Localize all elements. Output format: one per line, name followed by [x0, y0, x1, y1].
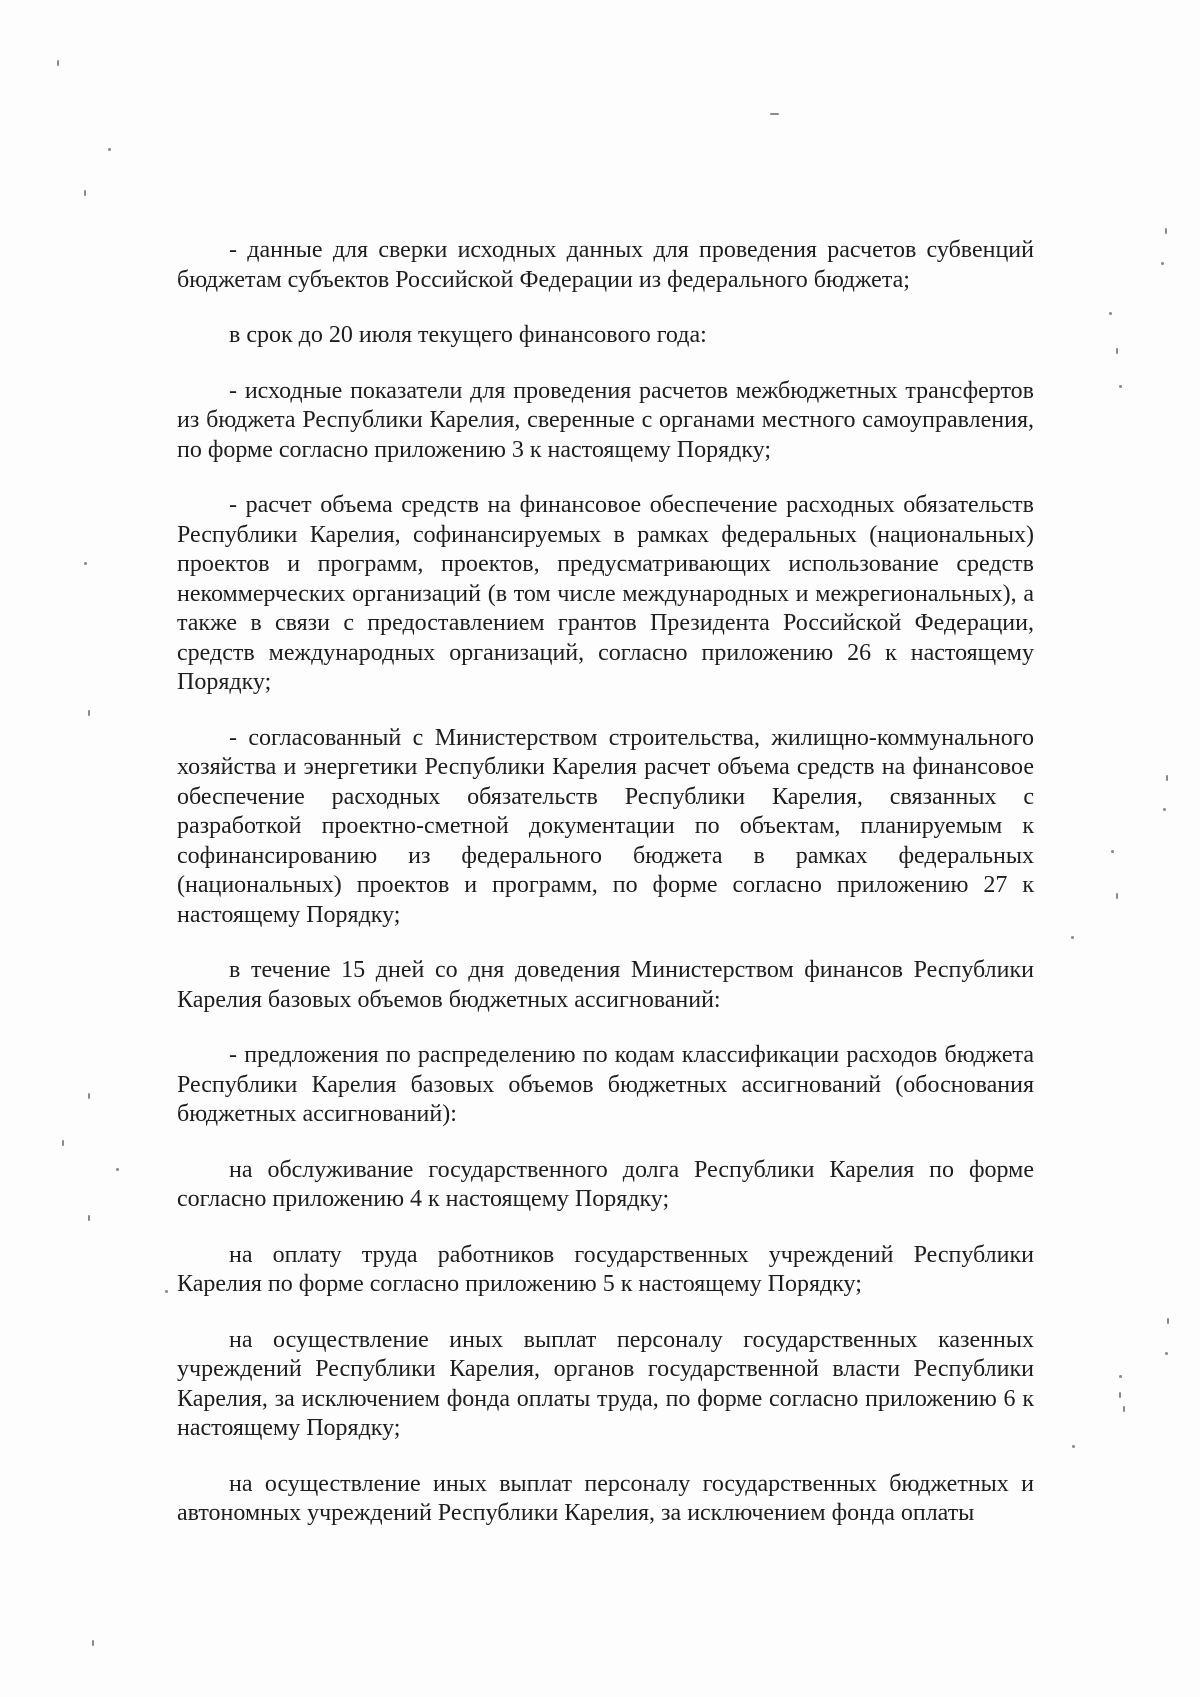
- scan-speck: [57, 60, 59, 66]
- scan-speck: [88, 1215, 90, 1221]
- paragraph-labor-payment: на оплату труда работников государственных учреждений Республики Карелия по форме согласно приложению 5 к настоящему Порядку;: [177, 1241, 1034, 1297]
- scan-speck: [1165, 1352, 1168, 1355]
- scan-speck: [62, 1140, 64, 1146]
- paragraph-initial-indicators: - исходные показатели для проведения расчетов межбюджетных трансфертов из бюджета Республики Карелия, сверенные с органами местного самоуправления, по форме согласно приложению 3 к настоящему Порядку;: [177, 377, 1034, 463]
- document-body: [177, 236, 1034, 1555]
- scan-speck: [1163, 808, 1166, 811]
- scan-speck: [1167, 1318, 1169, 1324]
- paragraph-reconciliation-data: - данные для сверки исходных данных для проведения расчетов субвенций бюджетам субъектов Российской Федерации из федерального бюджета;: [177, 237, 1034, 293]
- paragraph-design-documentation: - согласованный с Министерством строительства, жилищно-коммунального хозяйства и энергетики Республики Карелия расчет объема средств на финансовое обеспечение расходных обязательств Республики Карелия, связанных с разработкой проектно-сметной документации по объектам, планируемым к софинансированию из федерального бюджета в рамках федеральных (национальных) проектов и программ, по форме согласно приложению 27 к настоящему Порядку;: [177, 724, 1034, 928]
- paragraph-deadline-july-20: в срок до 20 июля текущего финансового года:: [229, 322, 707, 348]
- scan-speck: [1119, 385, 1122, 388]
- scan-speck: [1119, 1392, 1121, 1398]
- paragraph-cofinancing-calculation: - расчет объема средств на финансовое обеспечение расходных обязательств Республики Карелия, софинансируемых в рамках федеральных (национальных) проектов и программ, проектов, предусматривающих использование средств некоммерческих организаций (в том числе международных и межрегиональных), а также в связи с предоставлением грантов Президента Российской Федерации, средств международных организаций, согласно приложению 26 к настоящему Порядку;: [177, 492, 1034, 695]
- paragraph-debt-service: на обслуживание государственного долга Республики Карелия по форме согласно приложению 4 к настоящему Порядку;: [177, 1156, 1034, 1212]
- scan-speck: [1123, 1406, 1125, 1412]
- scan-speck: [1071, 936, 1074, 939]
- paragraph-distribution-proposals: - предложения по распределению по кодам классификации расходов бюджета Республики Карелия базовых объемов бюджетных ассигнований (обоснования бюджетных ассигнований):: [177, 1042, 1034, 1127]
- scan-speck: [92, 1640, 94, 1646]
- scan-speck: [1161, 262, 1164, 265]
- scan-speck: [88, 1093, 90, 1099]
- scan-speck: [165, 1290, 168, 1293]
- scan-speck: [1119, 1375, 1122, 1378]
- scan-speck: [84, 190, 86, 196]
- scan-speck: [1166, 775, 1168, 781]
- scan-speck: [108, 148, 111, 151]
- scan-speck: [1116, 893, 1118, 899]
- scan-speck: [1116, 348, 1118, 354]
- paragraph-within-15-days: в течение 15 дней со дня доведения Министерством финансов Республики Карелия базовых объемов бюджетных ассигнований:: [177, 957, 1034, 1013]
- scan-speck: [770, 113, 779, 115]
- scan-speck: [84, 562, 87, 565]
- paragraph-other-payments-state-institutions: на осуществление иных выплат персоналу государственных казенных учреждений Республики Карелия, органов государственной власти Республики Карелия, за исключением фонда оплаты труда, по форме согласно приложению 6 к настоящему Порядку;: [177, 1326, 1034, 1441]
- scan-speck: [116, 1168, 119, 1171]
- scan-speck: [1165, 228, 1167, 234]
- scan-speck: [1109, 312, 1112, 315]
- scan-speck: [1072, 1445, 1075, 1448]
- scan-speck: [1111, 850, 1114, 853]
- paragraph-other-payments-budget-institutions: на осуществление иных выплат персоналу государственных бюджетных и автономных учреждений Республики Карелия, за исключением фонда оплаты: [177, 1470, 1034, 1526]
- scan-speck: [88, 710, 90, 716]
